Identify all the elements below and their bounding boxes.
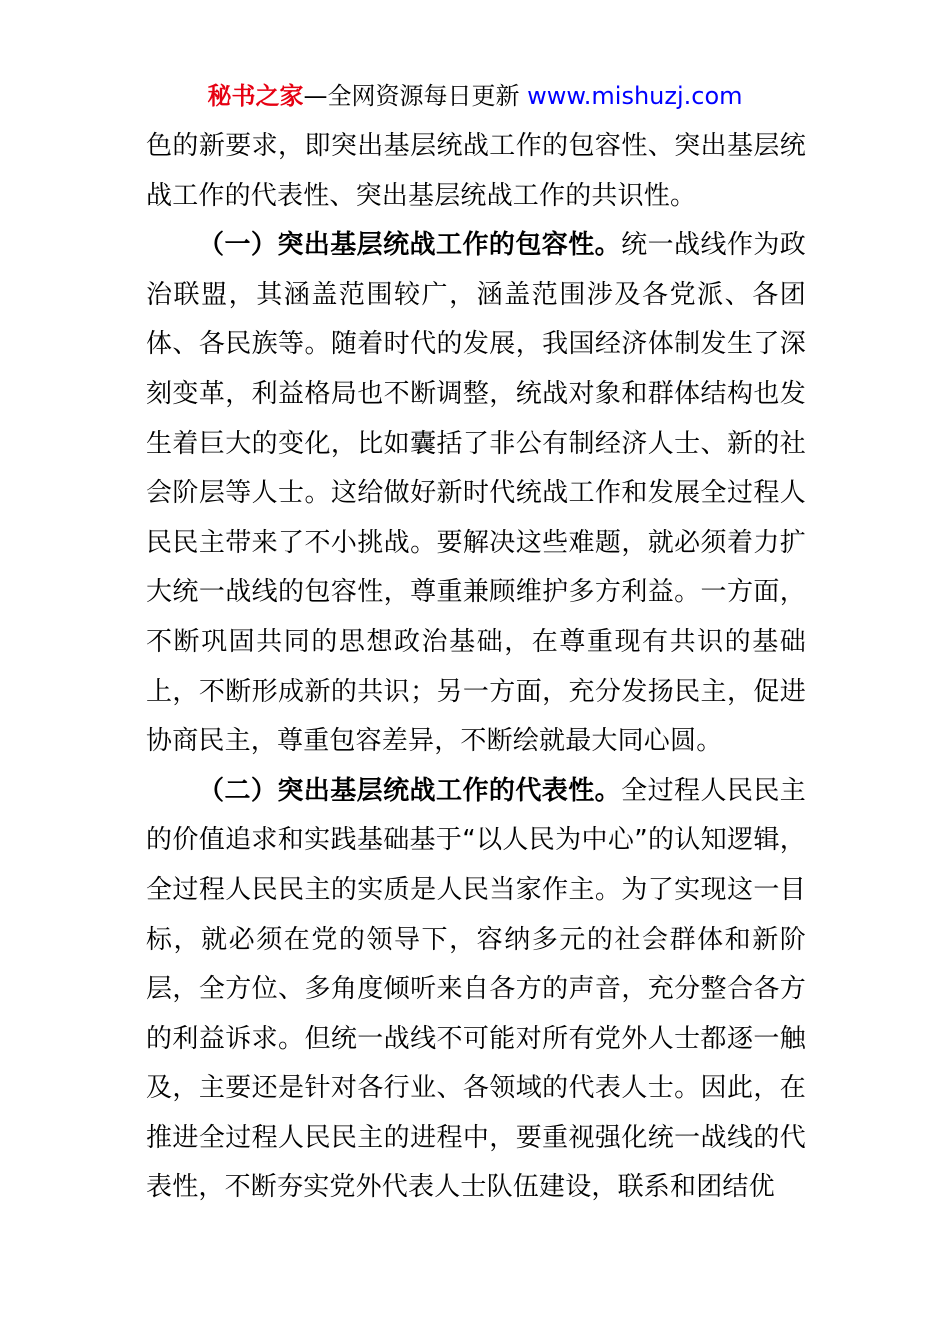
site-tagline: —全网资源每日更新 [303,82,520,110]
section-2-paragraph [146,767,806,1213]
document-body [146,122,806,1213]
section-2-heading: （二）突出基层统战工作的代表性。 [198,775,622,806]
site-header [0,80,950,112]
site-brand: 秘书之家 [207,82,304,110]
intro-paragraph: 色的新要求，即突出基层统战工作的包容性、突出基层统战工作的代表性、突出基层统战工作的共识性。 [146,131,806,211]
section-1-heading: （一）突出基层统战工作的包容性。 [198,230,622,261]
site-url-link[interactable]: www.mishuzj.com [527,82,743,110]
section-1-paragraph [146,221,806,767]
section-2-text: 全过程人民民主的价值追求和实践基础基于“以人民为中心”的认知逻辑，全过程人民民主的实质是人民当家作主。为了实现这一目标，就必须在党的领导下，容纳多元的社会群体和新阶层，全方位、多角度倾听来自各方的声音，充分整合各方的利益诉求。但统一战线不可能对所有党外人士都逐一触及，主要还是针对各行业、各领域的代表人士。因此，在推进全过程人民民主的进程中，要重视强化统一战线的代表性，不断夯实党外代表人士队伍建设，联系和团结优 [146,775,806,1203]
section-1-text: 统一战线作为政治联盟，其涵盖范围较广，涵盖范围涉及各党派、各团体、各民族等。随着时代的发展，我国经济体制发生了深刻变革，利益格局也不断调整，统战对象和群体结构也发生着巨大的变化，比如囊括了非公有制经济人士、新的社会阶层等人士。这给做好新时代统战工作和发展全过程人民民主带来了不小挑战。要解决这些难题，就必须着力扩大统一战线的包容性，尊重兼顾维护多方利益。一方面，不断巩固共同的思想政治基础，在尊重现有共识的基础上，不断形成新的共识；另一方面，充分发扬民主，促进协商民主，尊重包容差异，不断绘就最大同心圆。 [146,230,806,757]
